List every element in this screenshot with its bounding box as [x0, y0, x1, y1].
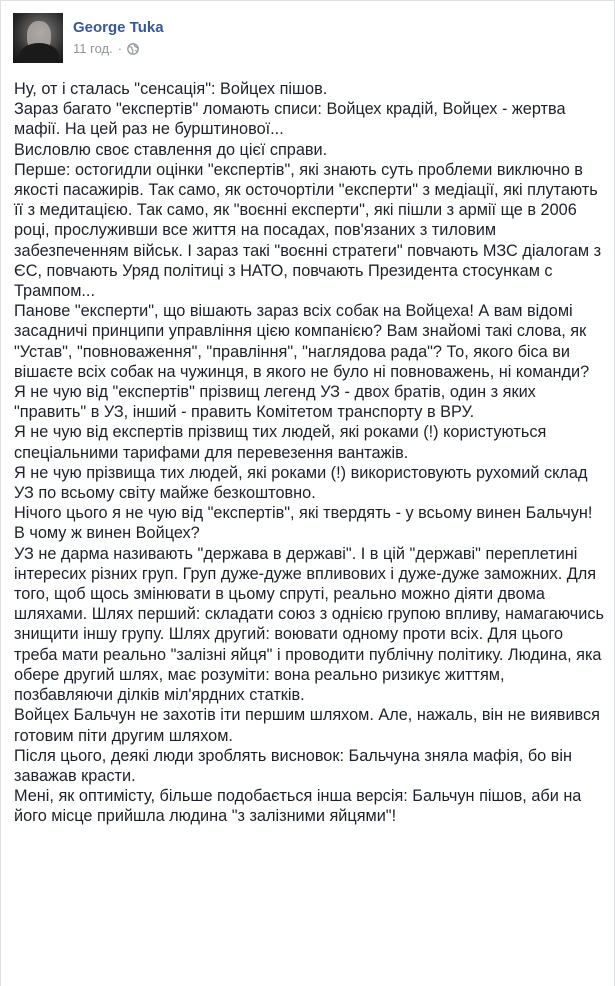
- post-paragraph: Зараз багато "експертів" ломають списи: Войцех крадій, Войцех - жертва мафії. На цей раз не бурштинової...: [14, 100, 566, 139]
- post-paragraph: Після цього, деякі люди зроблять висновок: Бальчуна зняла мафія, бо він заважав красти.: [14, 746, 572, 785]
- post-paragraph: Мені, як оптимісту, більше подобається інша версія: Бальчун пішов, аби на його місце прийшла людина "з залізними яйцями"!: [14, 787, 582, 826]
- author-avatar[interactable]: [13, 13, 63, 63]
- post-paragraph: УЗ не дарма називають "держава в державі". І в цій "державі" переплетині інтересих різних груп. Груп дуже-дуже впливових і дуже-дуже заможних. Для того, щоб щось змінювати в цьому спруті, реально можно діяти двома шляхами. Шлях перший: складати союз з однією групою впливу, намагаючись знищити іншу групу. Шлях другий: воювати одному проти всіх. Для цього треба мати реально "залізні яйця" і проводити публічну політику. Людина, яка обере другий шлях, має розуміти: вона реально ризикує життям, позбавляючи ділків міл'ярдних статків.: [14, 544, 604, 705]
- globe-icon[interactable]: [127, 43, 139, 55]
- post-paragraph: Войцех Бальчун не захотів іти першим шляхом. Але, нажаль, він не виявився готовим піти другим шляхом.: [14, 706, 600, 745]
- post-timestamp[interactable]: 11 год.: [73, 41, 113, 56]
- post-meta: [73, 13, 164, 57]
- post-paragraph: Я не чую від експертів прізвищ тих людей, які роками (!) користуються спеціальними тарифами для перевезення вантажів.: [14, 423, 547, 462]
- post-header: [13, 13, 164, 63]
- post-subline: [73, 41, 164, 57]
- meta-separator: ·: [117, 41, 123, 56]
- post-paragraph: Нічого цього я не чую від "експертів", які твердять - у всьому винен Бальчун!: [14, 504, 593, 523]
- post-paragraph: Панове "експерти", що вішають зараз всіх собак на Войцеха! А вам відомі засадничі принципи управління цією компанією? Вам знайомі такі слова, як "Устав", "повноваження", "правління", "наглядова рада"? То, якого біса ви вішаєте всіх собак на чужинця, в якого не було ні повноважень, ні команди?: [14, 302, 590, 381]
- post-paragraph: Я не чую прізвища тих людей, які роками (!) використовують рухомий склад УЗ по всьому світу майже безкоштовно.: [14, 463, 588, 503]
- post-paragraph: Перше: остогидли оцінки "експертів", які знають суть проблеми виключно в якості пасажирів. Так само, як осточортіли "експерти" з медіації, які плутають її з медитацією. Так само, як "воєнні експерти", які пішли з армії ще в 2006 році, прослуживши все життя на посадах, пов'язаних з тиловим забезпеченням військ. І зараз такі "воєнні стратеги" повчають МЗС діалогам з ЄС, повчають Уряд політиці з НАТО, повчають Президента стосункам с Трампом...: [14, 160, 602, 301]
- post-paragraph: В чому ж винен Войцех?: [14, 524, 200, 543]
- post-paragraph: Ну, от і сталась "сенсація": Войцех пішов.: [14, 80, 328, 98]
- post-body: [14, 79, 606, 827]
- author-name[interactable]: George Tuka: [73, 19, 164, 36]
- post-paragraph: Я не чую від "експертів" прізвищ легенд УЗ - двох братів, один з яких "править" в УЗ, інший - править Комітетом транспорту в ВРУ.: [14, 383, 536, 422]
- post-paragraph: Висловлю своє ставлення до цієї справи.: [14, 140, 328, 159]
